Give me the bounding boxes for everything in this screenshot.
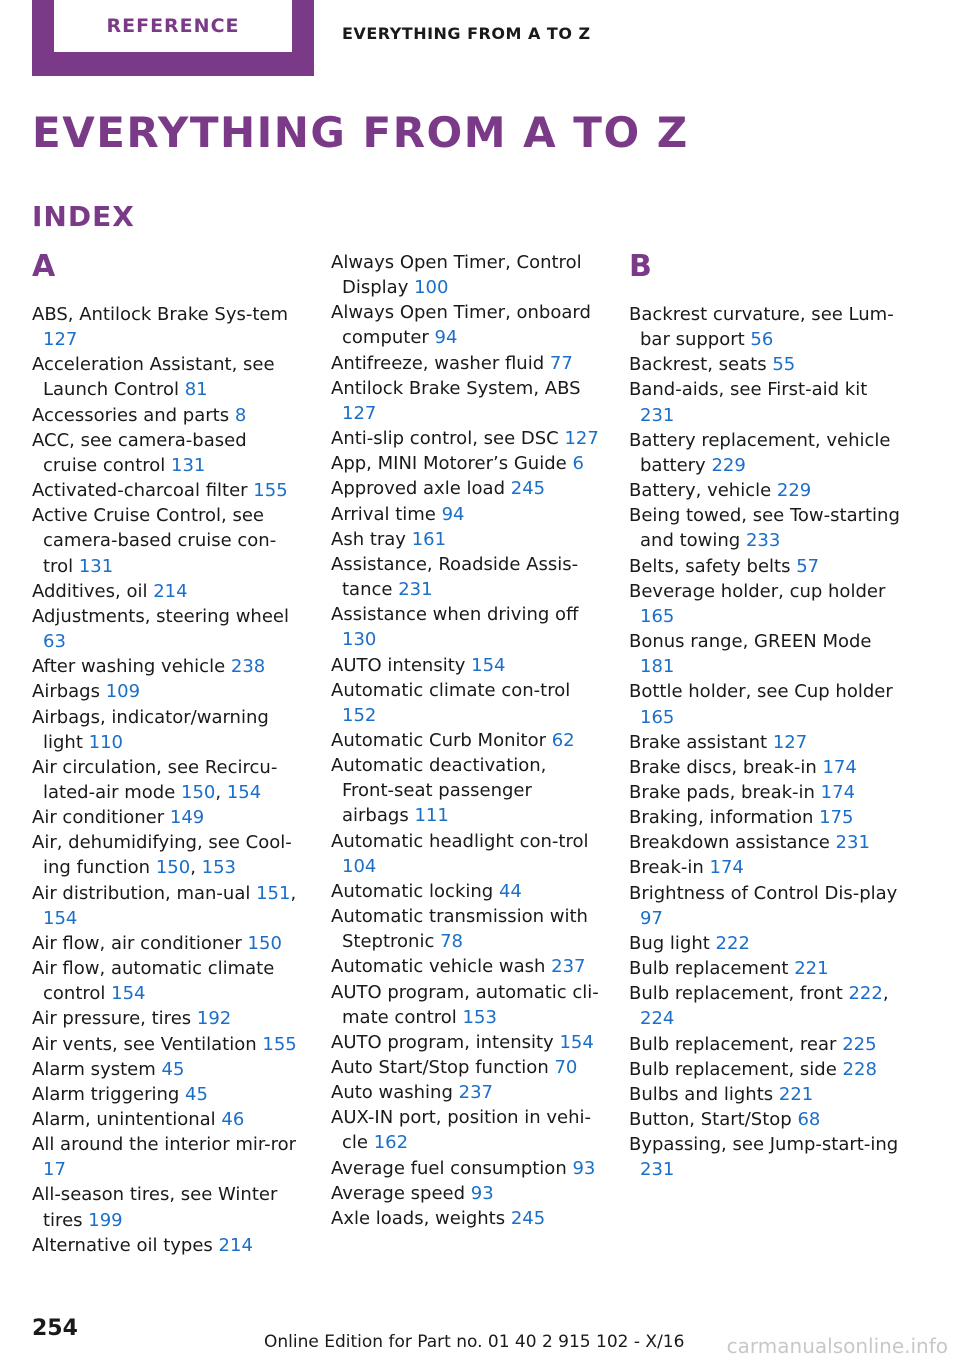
index-entry-text: ACC, see camera-based cruise control [32,429,247,476]
page-reference-link[interactable]: 229 [776,480,812,502]
index-entry-text: AUTO program, intensity [331,1031,554,1053]
page-reference-link[interactable]: 100 [414,277,449,299]
page-reference-link[interactable]: 231 [835,832,870,854]
index-entry-text: Backrest, seats [629,354,767,376]
page-reference-link[interactable]: 110 [88,731,123,753]
index-entry-text: Always Open Timer, onboard computer [331,302,591,349]
index-entry [331,1156,603,1181]
page-reference-link[interactable]: 181 [640,656,675,678]
page-reference-link[interactable]: 97 [640,907,663,929]
index-entry [331,351,603,376]
page-reference-link[interactable]: 78 [440,931,464,953]
index-entry-text: Being towed, see Tow-starting and towing [629,505,900,552]
index-entry-text: Braking, information [629,807,814,829]
index-entry-text: Antifreeze, washer fluid [331,352,545,374]
page-reference-link[interactable]: 111 [414,805,449,827]
index-entry [331,250,603,300]
index-entry-text: Air circulation, see Recircu-lated-air mode [32,756,278,803]
index-entry-text: Automatic locking [331,880,494,902]
page-reference-link[interactable]: 94 [434,327,458,349]
page-reference-link[interactable]: 81 [184,379,208,401]
index-entry-text: Breakdown assistance [629,832,830,854]
index-entry [331,1080,603,1105]
index-entry-text: Airbags [32,681,100,703]
page-reference-link[interactable]: 154 [559,1031,594,1053]
page-reference-link[interactable]: 109 [105,681,141,703]
page-reference-link[interactable]: 165 [640,706,675,728]
index-entry [331,1105,603,1155]
page-reference-link[interactable]: 229 [711,454,746,476]
index-entry [331,904,603,954]
index-entry [331,980,603,1030]
index-entry-text: Automatic climate con-trol [331,679,571,701]
index-entry [629,730,901,755]
index-entry-text: Air conditioner [32,807,165,829]
page-title: EVERYTHING FROM A TO Z [32,108,689,157]
page-reference-link[interactable]: 221 [794,958,829,980]
page-reference-link[interactable]: 228 [842,1058,877,1080]
index-entry [629,881,901,931]
index-entry [331,728,603,753]
page-reference-link[interactable]: 238 [230,656,266,678]
index-entry-text: Bonus range, GREEN Mode [629,631,872,653]
index-entry-text: Adjustments, steering wheel [32,605,289,627]
index-entry [331,829,603,879]
index-entry [331,527,603,552]
index-entry [32,579,304,604]
page-reference-link[interactable]: 174 [822,756,857,778]
index-entry-text: Break-in [629,857,704,879]
index-entry-text: Air flow, air conditioner [32,932,242,954]
index-entry [331,1206,603,1231]
index-entry-text: Brake assistant [629,731,768,753]
index-entry-text: Axle loads, weights [331,1207,506,1229]
index-entry [331,451,603,476]
page-reference-link[interactable]: 214 [153,580,188,602]
index-entry [32,1132,304,1182]
index-entry-text: Automatic Curb Monitor [331,729,546,751]
index-entry [629,503,901,553]
index-entry-text: Automatic deactivation, Front-seat passenger airbags [331,755,547,827]
index-entry [331,1055,603,1080]
index-entry [629,780,901,805]
index-entry [629,830,901,855]
index-entry-text: Bottle holder, see Cup holder [629,681,893,703]
page-reference-link[interactable]: 154 [43,907,78,929]
index-entry-text: Alarm, unintentional [32,1109,216,1130]
index-entry [331,476,603,501]
page-reference-link[interactable]: 155 [253,480,288,502]
index-entry [629,679,901,729]
page-reference-link[interactable]: 174 [709,857,744,879]
index-entry [629,956,901,981]
page-reference-link[interactable]: 151 [256,882,291,904]
page-reference-link[interactable]: 222 [715,932,750,954]
index-entry [331,653,603,678]
footer-edition: Online Edition for Part no. 01 40 2 915 102 - X/16 [264,1332,685,1352]
index-entry-text: Brake pads, break-in [629,781,815,803]
index-column-1 [32,250,304,1258]
index-entry-text: ABS, Antilock Brake Sys-tem [32,304,289,325]
page-reference-link[interactable]: 192 [196,1008,232,1030]
page-reference-link[interactable]: 45 [185,1083,208,1105]
page-reference-link[interactable]: 222 [848,983,883,1005]
index-entry [32,654,304,679]
index-entry [331,502,603,527]
index-entry-text: Band-aids, see First-aid kit [629,379,868,401]
index-entry-text: All-season tires, see Winter tires [32,1184,278,1231]
index-entry [629,377,901,427]
page-reference-link[interactable]: 214 [218,1234,253,1256]
index-entry [629,1032,901,1057]
index-entry-text: Belts, safety belts [629,555,791,577]
index-entry [32,1032,304,1057]
index-entry [32,956,304,1006]
index-entry [32,428,304,478]
index-entry [629,855,901,880]
page-reference-link[interactable]: 68 [797,1109,821,1130]
index-entry-text: Air pressure, tires [32,1008,192,1030]
index-column-2 [331,250,603,1231]
index-entry [629,554,901,579]
index-entry-text: Airbags, indicator/warning light [32,706,269,753]
header-title: EVERYTHING FROM A TO Z [342,24,591,43]
page-reference-link[interactable]: 55 [772,354,796,376]
index-entry [32,302,304,352]
index-entry-text: Auto washing [331,1082,453,1104]
index-entry-text: Button, Start/Stop [629,1109,792,1130]
index-entry-text: Automatic vehicle wash [331,956,546,978]
index-entry [32,503,304,578]
index-entry [629,428,901,478]
page-reference-link[interactable]: 104 [342,855,377,877]
page-reference-link[interactable]: 161 [411,528,447,550]
index-entry [629,352,901,377]
watermark: carmanualsonline.info [726,1334,948,1358]
page-reference-link[interactable]: 127 [772,731,808,753]
index-entry-text: Air, dehumidifying, see Cool-ing function [32,832,292,879]
index-entry-text: Bulbs and lights [629,1083,774,1105]
index-entry [331,879,603,904]
index-entry: Air, dehumidifying, see Cool-ing function 150, 153 [32,832,292,879]
page-reference-link[interactable]: 231 [640,1159,675,1181]
page-reference-link[interactable]: 225 [842,1033,877,1055]
index-letter-heading: B [629,249,652,284]
index-entry-text: Alarm system [32,1058,156,1080]
page-reference-link[interactable]: 245 [510,1207,546,1229]
page-reference-link[interactable]: 162 [373,1132,409,1154]
reference-tab-label: REFERENCE [54,0,292,52]
page-reference-link[interactable]: 175 [819,807,854,829]
page-reference-link[interactable]: 131 [171,454,206,476]
page-reference-link[interactable]: 153 [201,857,236,879]
page-reference-link[interactable]: 56 [750,329,774,351]
index-entry-text: Alternative oil types [32,1234,213,1256]
index-entry [331,678,603,728]
index-entry-text: Alarm triggering [32,1083,180,1105]
index-entry [331,1030,603,1055]
index-entry [32,604,304,654]
index-entry-text: Bulb replacement, side [629,1058,837,1080]
page-reference-link[interactable]: 70 [554,1057,578,1078]
index-entry-text: Air distribution, man-ual [32,882,251,904]
section-title: INDEX [32,200,135,233]
index-entry-text: Automatic transmission with Steptronic [331,906,588,953]
page-reference-link[interactable]: 127 [43,329,78,351]
index-entry [629,1082,901,1107]
index-entry-text: Battery, vehicle [629,480,772,502]
index-entry-text: Backrest curvature, see Lum-bar support [629,304,894,351]
page-reference-link[interactable]: 130 [342,629,377,651]
page-reference-link[interactable]: 8 [234,404,247,426]
index-entry-text: Activated-charcoal filter [32,480,248,502]
page-reference-link[interactable]: 231 [640,404,675,426]
index-letter-heading: A [32,249,56,284]
index-entry-text: Arrival time [331,503,436,525]
index-entry [32,1233,304,1258]
index-entry [32,403,304,428]
index-entry [629,1132,901,1182]
page-reference-link[interactable]: 94 [441,503,465,525]
index-entry [32,1107,304,1132]
index-entry-text: Auto Start/Stop function [331,1057,549,1078]
index-entry-text: After washing vehicle [32,656,226,678]
index-entry-text: Air vents, see Ventilation [32,1033,257,1055]
index-entry: Air circulation, see Recircu-lated-air mode 150, 154 [32,756,278,803]
index-entry [331,1181,603,1206]
index-entry [629,478,901,503]
index-entry [331,753,603,828]
page-reference-link[interactable]: 153 [462,1006,497,1028]
page-number: 254 [32,1316,78,1341]
index-entry-text: Antilock Brake System, ABS [331,377,581,399]
page-reference-link[interactable]: 155 [262,1033,297,1055]
index-entry-text: AUX-IN port, position in vehi-cle [331,1107,592,1154]
page-reference-link[interactable]: 233 [745,530,781,552]
index-entry [629,805,901,830]
page-reference-link[interactable]: 224 [640,1008,675,1030]
page-reference-link[interactable]: 57 [796,555,820,577]
index-entry [629,755,901,780]
index-column-3 [629,250,901,1182]
index-entry [32,1082,304,1107]
page-reference-link[interactable]: 63 [43,631,66,653]
page-reference-link[interactable]: 152 [342,704,377,726]
index-entry-text: Average fuel consumption [331,1157,567,1179]
index-entry [32,805,304,830]
index-entry [331,954,603,979]
index-entry-text: Average speed [331,1182,466,1204]
index-entry [629,931,901,956]
index-entry [32,705,304,755]
index-entry: Air distribution, man-ual 151, 154 [32,882,297,929]
index-entry [629,629,901,679]
page-reference-link[interactable]: 154 [471,654,506,676]
index-entry [331,602,603,652]
page-reference-link[interactable]: 127 [342,402,377,424]
index-entry [32,1182,304,1232]
index-entry-text: Assistance when driving off [331,604,579,626]
index-entry [32,478,304,503]
index-entry-text: Acceleration Assistant, see Launch Control [32,354,275,401]
index-entry [331,552,603,602]
index-entry-text: Active Cruise Control, see camera-based cruise con-trol [32,505,277,577]
index-entry-text: Bypassing, see Jump-start-ing [629,1134,899,1156]
index-entry [32,1057,304,1082]
index-entry-text: Bug light [629,932,710,954]
page-reference-link[interactable]: 150 [155,857,191,879]
page-reference-link[interactable]: 62 [551,729,575,751]
page-reference-link[interactable]: 93 [470,1182,494,1204]
page-reference-link[interactable]: 131 [78,555,114,577]
index-entry-text: App, MINI Motorer’s Guide [331,453,567,475]
page-reference-link[interactable]: 44 [498,880,522,902]
index-entry [331,376,603,426]
index-entry-text: Bulb replacement, rear [629,1033,837,1055]
page-reference-link[interactable]: 199 [88,1209,123,1231]
page-reference-link[interactable]: 165 [640,605,675,627]
index-entry-text: Bulb replacement, front [629,983,843,1005]
index-entry [32,352,304,402]
index-entry-text: Brake discs, break-in [629,756,817,778]
index-entry-text: Approved axle load [331,478,506,500]
index-entry-text: Assistance, Roadside Assis-tance [331,553,579,601]
index-entry [629,302,901,352]
index-entry [331,300,603,350]
index-entry-text: Always Open Timer, Control Display [331,252,582,299]
page-reference-link[interactable]: 237 [458,1082,493,1104]
page-reference-link[interactable]: 17 [43,1159,66,1181]
page-reference-link[interactable]: 245 [510,478,546,500]
reference-tab[interactable] [32,0,314,76]
index-entry-text: Battery replacement, vehicle battery [629,429,891,476]
index-entry-text: Accessories and parts [32,404,230,426]
index-entry [32,931,304,956]
page-reference-link[interactable]: 237 [551,956,586,978]
index-entry-text: Additives, oil [32,580,148,602]
page-reference-link[interactable]: 150 [247,932,282,954]
index-entry [629,1057,901,1082]
page-reference-link[interactable]: 77 [549,352,573,374]
index-entry [331,426,603,451]
page-reference-link[interactable]: 127 [564,428,599,450]
index-entry: Bulb replacement, front 222, 224 [629,983,889,1030]
page-reference-link[interactable]: 221 [778,1083,814,1105]
index-entry-text: AUTO intensity [331,654,466,676]
index-entry-text: All around the interior mir-ror [32,1134,297,1156]
index-entry [629,579,901,629]
index-entry-text: Anti-slip control, see DSC [331,428,559,450]
page-reference-link[interactable]: 154 [111,983,146,1005]
page-reference-link[interactable]: 150 [181,781,216,803]
index-entry-text: Automatic headlight con-trol [331,830,589,852]
index-entry [32,1006,304,1031]
index-entry [32,679,304,704]
page-reference-link[interactable]: 174 [820,781,856,803]
page-reference-link[interactable]: 154 [226,781,262,803]
index-entry-text: Brightness of Control Dis-play [629,882,898,904]
page-reference-link[interactable]: 149 [169,807,205,829]
page-reference-link[interactable]: 93 [572,1157,596,1179]
index-entry-text: Beverage holder, cup holder [629,580,886,602]
index-entry [629,1107,901,1132]
index-entry-text: AUTO program, automatic cli-mate control [331,981,599,1028]
index-entry-text: Ash tray [331,528,406,550]
page-reference-link[interactable]: 46 [221,1109,245,1130]
index-entry-text: Bulb replacement [629,958,789,980]
page-reference-link[interactable]: 45 [161,1058,185,1080]
page-reference-link[interactable]: 231 [398,579,433,601]
index-entry-text: Air flow, automatic climate control [32,958,275,1005]
page-reference-link[interactable]: 6 [572,453,584,475]
